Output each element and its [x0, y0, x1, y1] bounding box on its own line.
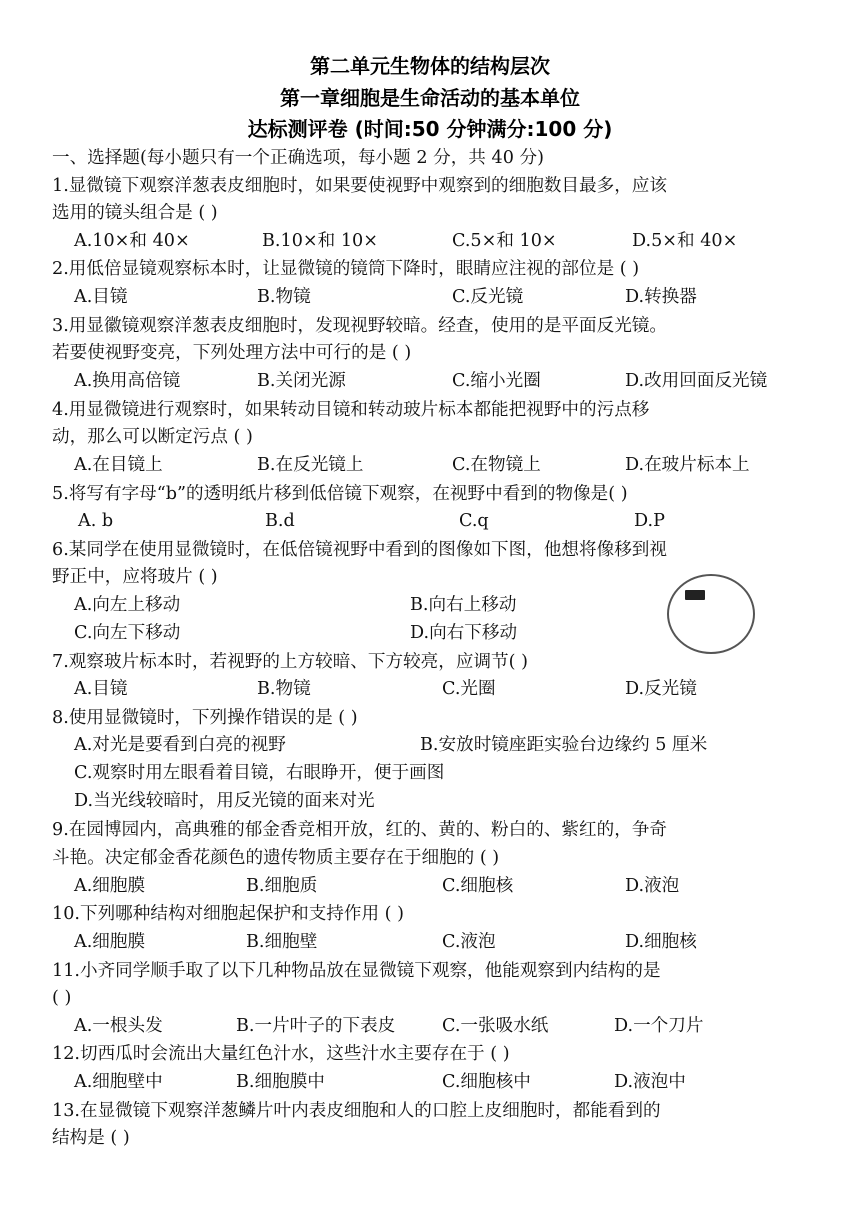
question-2-option-a: A.目镜 — [74, 287, 128, 307]
question-3-option-d: D.改用回面反光镜 — [625, 371, 768, 391]
question-3-option-c: C.缩小光圈 — [452, 371, 541, 391]
question-1-option-c: C.5×和 10× — [452, 231, 557, 251]
question-8-option-c: C.观察时用左眼看着目镜，右眼睁开，便于画图 — [74, 763, 445, 783]
question-5-option-c: C.q — [459, 511, 489, 531]
question-11-option-b: B.一片叶子的下表皮 — [236, 1016, 396, 1036]
question-6-stem: 6.某同学在使用显微镜时，在低倍镜视野中看到的图像如下图，他想将像移到视 — [52, 540, 667, 560]
question-1-option-d: D.5×和 40× — [632, 231, 738, 251]
question-10-stem: 10.下列哪种结构对细胞起保护和支持作用 ( ) — [52, 904, 404, 924]
question-8-stem: 8.使用显微镜时，下列操作错误的是 ( ) — [52, 708, 358, 728]
chapter-title: 第一章细胞是生命活动的基本单位 — [280, 86, 580, 110]
question-1-stem-cont: 选用的镜头组合是 ( ) — [52, 203, 218, 223]
specimen-image-spot — [685, 590, 705, 600]
question-11-option-c: C.一张吸水纸 — [442, 1016, 549, 1036]
question-3-stem: 3.用显徽镜观察洋葱表皮细胞时，发现视野较暗。经查，使用的是平面反光镜。 — [52, 316, 667, 336]
question-9-stem: 9.在园博园内，高典雅的郁金香竞相开放，红的、黄的、粉白的、紫红的，争奇 — [52, 820, 667, 840]
question-10-option-a: A.细胞膜 — [74, 932, 146, 952]
section-heading: 一、选择题(每小题只有一个正确选项，每小题 2 分，共 40 分) — [52, 148, 544, 168]
exam-title: 达标测评卷 (时间:50 分钟满分:100 分) — [247, 117, 613, 141]
question-9-stem-cont: 斗艳。决定郁金香花颜色的遗传物质主要存在于细胞的 ( ) — [52, 848, 500, 868]
question-12-option-a: A.细胞壁中 — [74, 1072, 163, 1092]
question-1-option-a: A.10×和 40× — [74, 231, 190, 251]
question-8-option-d: D.当光线较暗时，用反光镜的面来对光 — [74, 791, 375, 811]
question-9-option-d: D.液泡 — [625, 876, 680, 896]
question-10-option-d: D.细胞核 — [625, 932, 697, 952]
question-2-option-b: B.物镜 — [257, 287, 311, 307]
question-7-stem: 7.观察玻片标本时，若视野的上方较暗、下方较亮，应调节( ) — [52, 652, 528, 672]
question-2-option-d: D.转换器 — [625, 287, 697, 307]
question-5-option-a: A. b — [78, 511, 114, 531]
question-13-stem-cont: 结构是 ( ) — [52, 1128, 130, 1148]
question-11-option-d: D.一个刀片 — [614, 1016, 704, 1036]
question-2-stem: 2.用低倍显镜观察标本时，让显微镜的镜筒下降时，眼睛应注视的部位是 ( ) — [52, 259, 640, 279]
question-11-stem: 11.小齐同学顺手取了以下几种物品放在显微镜下观察，他能观察到内结构的是 — [52, 961, 661, 981]
question-6-option-b: B.向右上移动 — [410, 595, 517, 615]
question-10-option-c: C.液泡 — [442, 932, 496, 952]
question-6-stem-cont: 野正中，应将玻片 ( ) — [52, 567, 218, 587]
question-4-stem-cont: 动，那么可以断定污点 ( ) — [52, 427, 253, 447]
question-3-stem-cont: 若要使视野变亮，下列处理方法中可行的是 ( ) — [52, 343, 412, 363]
question-7-option-b: B.物镜 — [257, 679, 311, 699]
question-5-option-d: D.P — [634, 511, 665, 531]
question-7-option-c: C.光圈 — [442, 679, 496, 699]
question-1-stem: 1.显微镜下观察洋葱表皮细胞时，如果要使视野中观察到的细胞数目最多，应该 — [52, 176, 667, 196]
question-4-option-c: C.在物镜上 — [452, 455, 541, 475]
question-3-option-a: A.换用高倍镜 — [74, 371, 181, 391]
question-11-option-a: A.一根头发 — [74, 1016, 163, 1036]
question-4-stem: 4.用显微镜进行观察时，如果转动目镜和转动玻片标本都能把视野中的污点移 — [52, 400, 650, 420]
question-12-option-d: D.液泡中 — [614, 1072, 686, 1092]
question-9-option-c: C.细胞核 — [442, 876, 514, 896]
question-1-option-b: B.10×和 10× — [262, 231, 378, 251]
question-3-option-b: B.关闭光源 — [257, 371, 346, 391]
question-4-option-a: A.在目镜上 — [74, 455, 163, 475]
question-9-option-b: B.细胞质 — [246, 876, 318, 896]
question-8-option-b: B.安放时镜座距实验台边缘约 5 厘米 — [420, 735, 708, 755]
question-6-option-d: D.向右下移动 — [410, 623, 518, 643]
unit-title: 第二单元生物体的结构层次 — [310, 54, 550, 78]
question-5-option-b: B.d — [265, 511, 295, 531]
question-13-stem: 13.在显微镜下观察洋葱鳞片叶内表皮细胞和人的口腔上皮细胞时，都能看到的 — [52, 1101, 661, 1121]
microscope-field-figure — [667, 574, 755, 654]
question-4-option-d: D.在玻片标本上 — [625, 455, 750, 475]
question-7-option-d: D.反光镜 — [625, 679, 697, 699]
question-6-option-a: A.向左上移动 — [74, 595, 181, 615]
question-9-option-a: A.细胞膜 — [74, 876, 146, 896]
question-2-option-c: C.反光镜 — [452, 287, 524, 307]
question-12-option-c: C.细胞核中 — [442, 1072, 531, 1092]
question-5-stem: 5.将写有字母“b”的透明纸片移到低倍镜下观察，在视野中看到的物像是( ) — [52, 484, 628, 504]
question-4-option-b: B.在反光镜上 — [257, 455, 364, 475]
question-12-stem: 12.切西瓜时会流出大量红色汁水，这些汁水主要存在于 ( ) — [52, 1044, 510, 1064]
question-6-option-c: C.向左下移动 — [74, 623, 181, 643]
question-7-option-a: A.目镜 — [74, 679, 128, 699]
question-12-option-b: B.细胞膜中 — [236, 1072, 325, 1092]
question-11-stem-cont: ( ) — [52, 988, 72, 1008]
question-10-option-b: B.细胞壁 — [246, 932, 318, 952]
question-8-option-a: A.对光是要看到白亮的视野 — [74, 735, 286, 755]
